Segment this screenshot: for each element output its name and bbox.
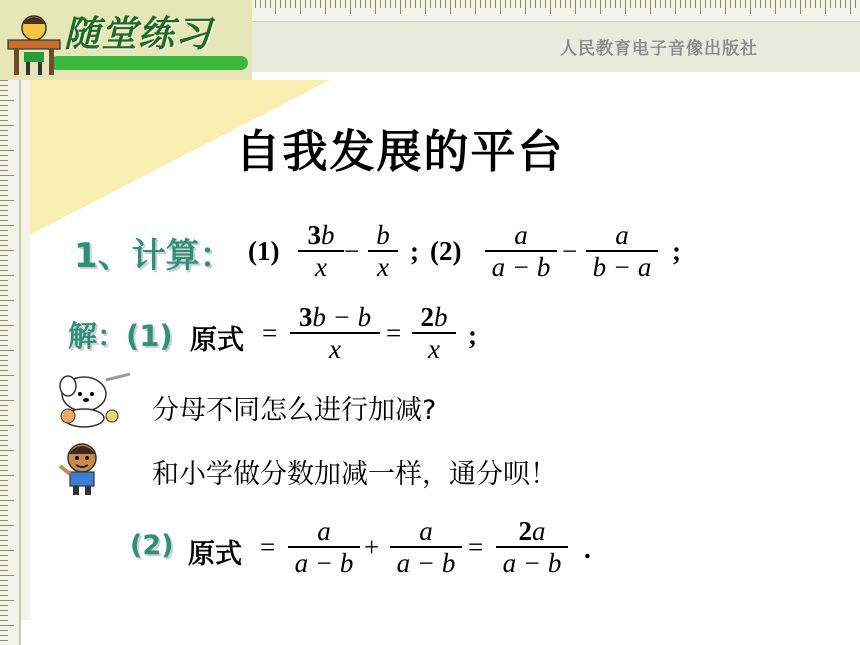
slide-title-wrap [0, 115, 860, 180]
q-part1-den2: x [377, 252, 389, 282]
q-sep1: ; [410, 236, 419, 266]
solution2-den3: a − b [502, 548, 562, 578]
q-part2-frac2 [586, 220, 658, 282]
solution2-frac2 [390, 516, 462, 578]
solution1-eq2: = [386, 318, 402, 348]
question-label: 1、计算： [74, 236, 234, 276]
q-part2-num1: a [514, 220, 528, 250]
solution2-den2: a − b [396, 548, 456, 578]
publisher-label: 人民教育电子音像出版社 [560, 39, 758, 59]
boy-character-icon [56, 440, 108, 496]
header-green-bar [50, 56, 248, 70]
dog-character-icon [54, 372, 132, 428]
q-part1-num1: 3b [307, 220, 335, 250]
solution1-end: ; [468, 320, 477, 350]
solution1-eq1: = [262, 318, 278, 348]
solution2-frac3 [496, 516, 568, 578]
solution1-frac1 [290, 302, 380, 364]
solution2-eq1: = [260, 532, 276, 562]
q-part1-op: − [344, 236, 360, 266]
solution1-den2: x [428, 334, 440, 364]
solution2-op: + [364, 532, 380, 562]
solution1-yuanshi: 原式 [190, 325, 244, 356]
solution2-end: . [584, 534, 591, 564]
solution1-den1: x [329, 334, 341, 364]
q-part2-frac1 [485, 220, 557, 282]
q-part2-num2: a [615, 220, 629, 250]
solution2-eq2: = [468, 532, 484, 562]
solution1-label: 解：(1) [68, 319, 173, 353]
dialog-question: 分母不同怎么进行加减? [152, 395, 437, 426]
q-sep2: ; [672, 236, 681, 266]
q-part1-tag: (1) [248, 236, 280, 266]
dialog-answer: 和小学做分数加减一样，通分呗！ [152, 459, 557, 490]
slide-title: 自我发展的平台 [235, 125, 565, 178]
solution2-num1: a [317, 516, 331, 546]
solution1-num2: 2b [420, 302, 448, 332]
solution2-num3: 2a [518, 516, 546, 546]
q-part1-frac2 [368, 220, 398, 282]
student-at-desk-icon [4, 10, 64, 78]
q-part1-frac1 [298, 220, 344, 282]
header-band [250, 22, 860, 72]
q-part1-den1: x [315, 252, 327, 282]
solution2-frac1 [288, 516, 360, 578]
header-title: 随堂练习 [64, 14, 213, 55]
solution2-num2: a [419, 516, 433, 546]
solution2-label: (2) [130, 530, 174, 561]
q-part2-tag: (2) [430, 236, 462, 266]
q-part2-den1: a − b [491, 252, 551, 282]
solution2-yuanshi: 原式 [188, 539, 242, 570]
solution2-den1: a − b [294, 548, 354, 578]
q-part1-num2: b [376, 220, 390, 250]
solution1-num1: 3b − b [298, 302, 372, 332]
solution1-frac2 [412, 302, 456, 364]
q-part2-den2: b − a [592, 252, 652, 282]
q-part2-op: − [562, 236, 578, 266]
